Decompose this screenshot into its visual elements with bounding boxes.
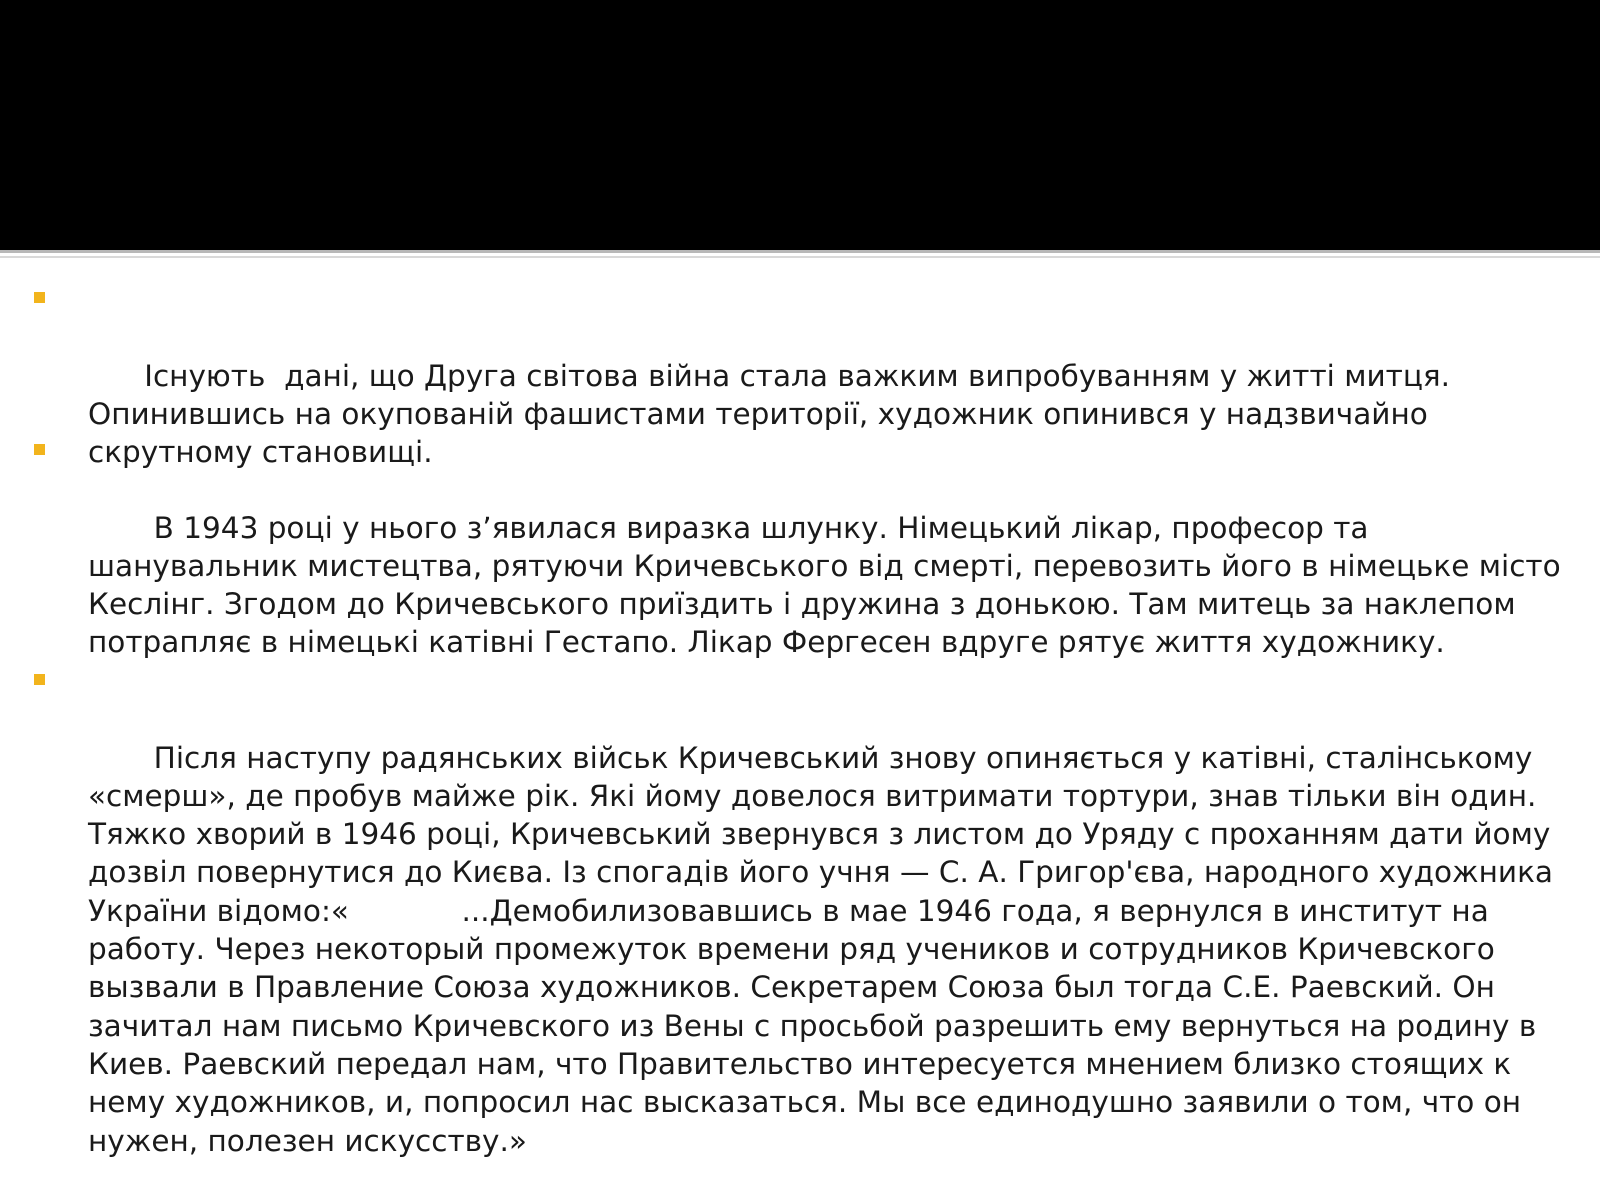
divider-line — [0, 250, 1600, 253]
divider-line-thin — [0, 256, 1600, 258]
square-bullet-icon — [34, 444, 45, 455]
title-band — [0, 0, 1600, 250]
bullet-text: Існують дані, що Друга світова війна стала важким випробуванням у житті митця. Опинившись на окупованій фашистами території, художник опинився у надзвичайно скрутному становищі. — [88, 358, 1460, 470]
square-bullet-icon — [34, 674, 45, 685]
bullet-item-2 — [88, 432, 1578, 700]
bullet-item-3 — [88, 662, 1578, 1198]
bullet-text: В 1943 році у нього з’явилася виразка шлунку. Німецький лікар, професор та шанувальник мистецтва, рятуючи Кричевського від смерті, перевозить його в німецьке місто Кеслінг. Згодом до Кричевського приїздить і дружина з донькою. Там митець за наклепом потрапляє в німецькі катівні Гестапо. Лікар Фергесен вдруге рятує життя художнику. — [88, 510, 1571, 660]
bullet-text: Після наступу радянських військ Кричевський знову опиняється у катівні, сталінському «смерш», де пробув майже рік. Які йому довелося витримати тортури, знав тільки він один. Тяжко хворий в 1946 році, Кричевський звернувся з листом до Уряду с проханням дати йому дозвіл повернутися до Києва. Із спогадів його учня — С. А. Григор'єва, народного художника України відомо:« ...Демобилизовавшись в мае 1946 года, я вернулся в институт на работу. Через некоторый промежуток времени ряд учеников и сотрудников Кричевского вызвали в Правление Союза художников. Секретарем Союза был тогда С.Е. Раевский. Он зачитал нам письмо Кричевского из Вены с просьбой разрешить ему вернуться на родину в Киев. Раевский передал нам, что Правительство интересуется мнением близко стоящих к нему художников, и, попросил нас высказаться. Мы все единодушно заявили о том, что он нужен, полезен искусству.» — [88, 740, 1563, 1158]
square-bullet-icon — [34, 292, 45, 303]
